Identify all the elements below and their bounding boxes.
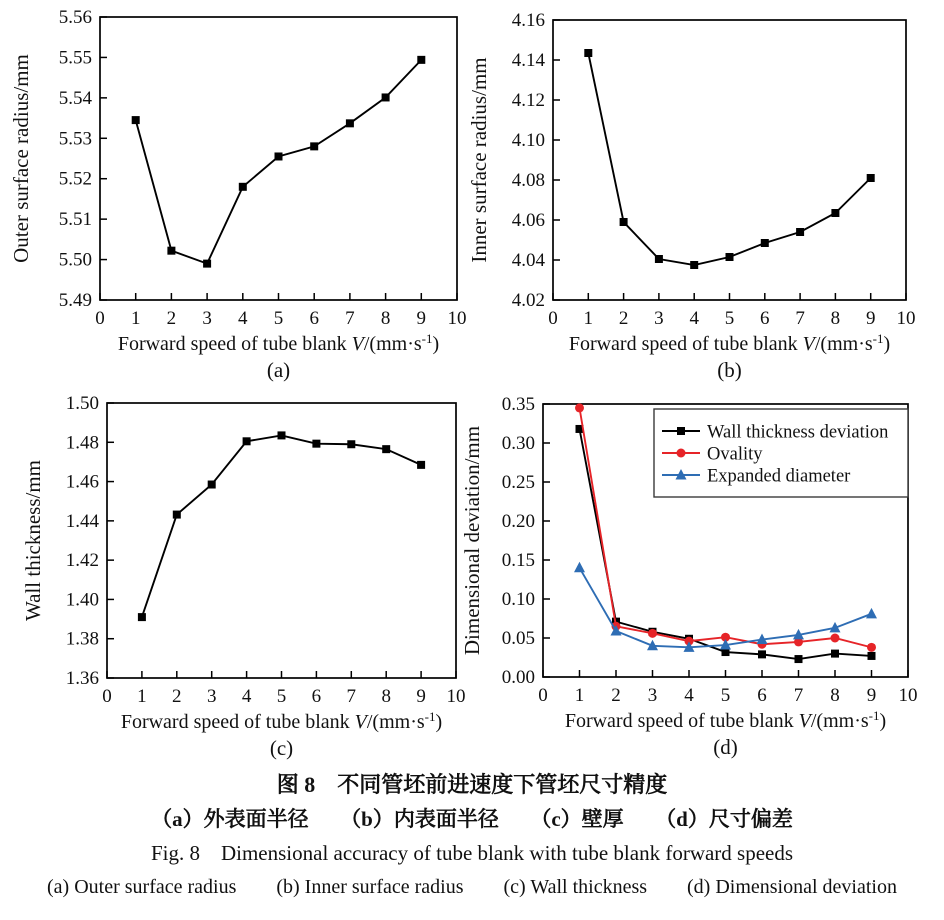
square-marker [758,650,766,658]
square-marker [417,56,425,64]
x-tick-label: 8 [830,685,840,706]
caption-en-sublabels: (a) Outer surface radius (b) Inner surface radius (c) Wall thickness (d) Dimensional deviation [47,876,897,898]
y-tick-label: 5.51 [58,209,92,231]
chart-c [21,393,466,760]
y-tick-label: 4.08 [511,170,545,191]
square-marker [347,440,355,448]
x-tick-label: 2 [611,685,621,706]
chart-a [9,7,467,382]
y-tick-label: 4.02 [511,290,545,311]
square-marker [726,253,734,261]
x-tick-label: 1 [130,308,141,329]
x-tick-label: 0 [102,686,112,707]
x-tick-label: 1 [583,308,594,329]
x-tick-label: 9 [416,686,426,707]
x-tick-label: 8 [830,308,841,329]
x-tick-label: 6 [757,685,767,706]
x-tick-label: 9 [416,308,427,329]
square-marker [310,142,318,150]
x-axis-label: Forward speed of tube blank $V/(mm\cdot s^{-1})$ [120,709,443,733]
subplot-label-c: (c) [269,736,294,760]
x-tick-label: 2 [166,308,177,329]
square-marker [417,461,425,469]
y-tick-label: 0.00 [501,667,535,688]
x-tick-label: 4 [684,685,694,706]
axis-x [95,293,466,329]
y-tick-label: 4.12 [511,90,545,111]
x-tick-label: 10 [896,308,916,329]
x-axis-label: Forward speed of tube blank $V/(mm\cdot s^{-1})$ [568,331,891,355]
x-tick-label: 4 [238,308,248,329]
legend [654,409,908,497]
y-tick-label: 5.53 [58,128,92,150]
x-tick-label: 1 [137,686,147,707]
triangle-marker [866,608,877,619]
x-tick-label: 3 [654,308,664,329]
square-marker [761,239,769,247]
x-tick-label: 0 [538,685,548,706]
series-line [142,435,421,617]
y-tick-label: 0.25 [501,472,535,493]
series-line [588,53,870,265]
axis-x [548,293,915,329]
square-marker [831,209,839,217]
y-tick-label: 5.52 [58,168,92,190]
series-inner-surface-radius [584,49,874,269]
y-axis-label: Dimensional deviation/mm [460,425,484,656]
x-tick-label: 9 [866,685,877,706]
y-axis-label: Wall thickness/mm [21,459,45,622]
square-marker [346,119,354,127]
x-tick-label: 5 [276,686,287,707]
circle-marker [677,449,686,458]
subplot-label-a: (a) [266,358,291,382]
y-tick-label: 0.10 [501,589,535,610]
square-marker [382,445,390,453]
y-tick-label: 5.54 [58,87,92,109]
x-tick-label: 10 [446,686,466,707]
x-tick-label: 5 [273,308,284,329]
figure-caption [0,768,944,904]
square-marker [867,174,875,182]
x-tick-label: 6 [760,308,770,329]
y-tick-label: 4.06 [511,210,545,231]
y-tick-label: 1.40 [65,589,99,611]
plot-border [107,403,456,678]
y-tick-label: 1.36 [65,668,99,689]
circle-marker [575,403,584,412]
square-marker [690,261,698,269]
y-tick-label: 0.20 [501,511,535,532]
square-marker [655,255,663,263]
square-marker [203,260,211,268]
y-tick-label: 0.30 [501,433,535,454]
x-axis-label: Forward speed of tube blank $V/(mm\cdot s^{-1})$ [117,331,440,355]
x-tick-label: 4 [689,308,699,329]
circle-marker [831,634,840,643]
x-tick-label: 3 [647,685,658,706]
y-tick-label: 5.55 [58,47,92,69]
legend-label: Ovality [707,444,763,465]
x-tick-label: 2 [172,686,182,707]
x-tick-label: 5 [724,308,735,329]
x-tick-label: 8 [381,686,391,707]
square-marker [868,652,876,660]
x-tick-label: 10 [447,308,467,329]
square-marker [312,440,320,448]
series-wall-thickness [138,431,425,621]
square-marker [677,427,685,435]
y-tick-label: 1.38 [65,628,99,650]
y-tick-label: 1.44 [65,510,99,532]
legend-label: Expanded diameter [707,466,851,487]
x-tick-label: 6 [309,308,319,329]
x-tick-label: 6 [311,686,322,707]
series-line [136,60,422,264]
y-tick-label: 5.56 [58,7,92,28]
square-marker [208,481,216,489]
y-axis-label: Inner surface radius/mm [467,57,491,263]
chart-b [467,10,916,382]
y-tick-label: 4.16 [511,10,545,31]
circle-marker [867,643,876,652]
square-marker [831,650,839,658]
y-tick-label: 0.15 [501,550,535,571]
axis-x [538,670,917,706]
square-marker [584,49,592,57]
square-marker [796,228,804,236]
y-tick-label: 1.46 [65,471,99,493]
circle-marker [648,629,657,638]
legend-label: Wall thickness deviation [707,422,889,443]
square-marker [382,93,390,101]
x-tick-label: 1 [574,685,585,706]
chart-d [460,394,918,759]
x-tick-label: 2 [618,308,629,329]
square-marker [795,655,803,663]
x-tick-label: 7 [795,308,805,329]
x-tick-label: 7 [793,685,804,706]
y-tick-label: 0.35 [501,394,535,415]
x-tick-label: 7 [346,686,357,707]
y-tick-label: 5.49 [58,290,92,311]
y-tick-label: 5.50 [58,249,92,271]
x-tick-label: 3 [202,308,212,329]
caption-en-title: Fig. 8 Dimensional accuracy of tube blank with tube blank forward speeds [150,841,794,865]
x-tick-label: 4 [241,686,252,707]
y-tick-label: 1.42 [65,550,99,572]
y-tick-label: 0.05 [501,628,535,649]
x-axis-label: Forward speed of tube blank $V/(mm\cdot s^{-1})$ [564,708,887,732]
x-tick-label: 5 [720,685,731,706]
subplot-label-d: (d) [713,735,738,759]
square-marker [132,116,140,124]
square-marker [275,152,283,160]
triangle-marker [574,562,585,573]
caption-cn-title: 图 8 不同管坯前进速度下管坯尺寸精度 [276,772,668,797]
x-tick-label: 9 [865,308,876,329]
square-marker [620,218,628,226]
x-tick-label: 0 [95,308,105,329]
x-tick-label: 3 [206,686,217,707]
x-tick-label: 0 [548,308,558,329]
y-tick-label: 4.04 [511,250,545,271]
y-axis-label: Outer surface radius/mm [9,54,33,263]
x-tick-label: 7 [345,308,355,329]
y-tick-label: 1.48 [65,432,99,454]
y-tick-label: 4.10 [511,130,545,151]
square-marker [173,511,181,519]
square-marker [239,183,247,191]
square-marker [278,431,286,439]
caption-cn-sublabels: （a）外表面半径 （b）内表面半径 （c）壁厚 （d）尺寸偏差 [151,807,793,831]
square-marker [243,437,251,445]
x-tick-label: 8 [380,308,391,329]
x-tick-label: 10 [898,685,918,706]
square-marker [167,247,175,255]
axis-x [102,671,465,707]
subplot-label-b: (b) [717,358,742,382]
y-tick-label: 1.50 [65,393,99,414]
y-tick-label: 4.14 [511,50,545,71]
square-marker [138,613,146,621]
series-outer-surface-radius [132,56,426,268]
